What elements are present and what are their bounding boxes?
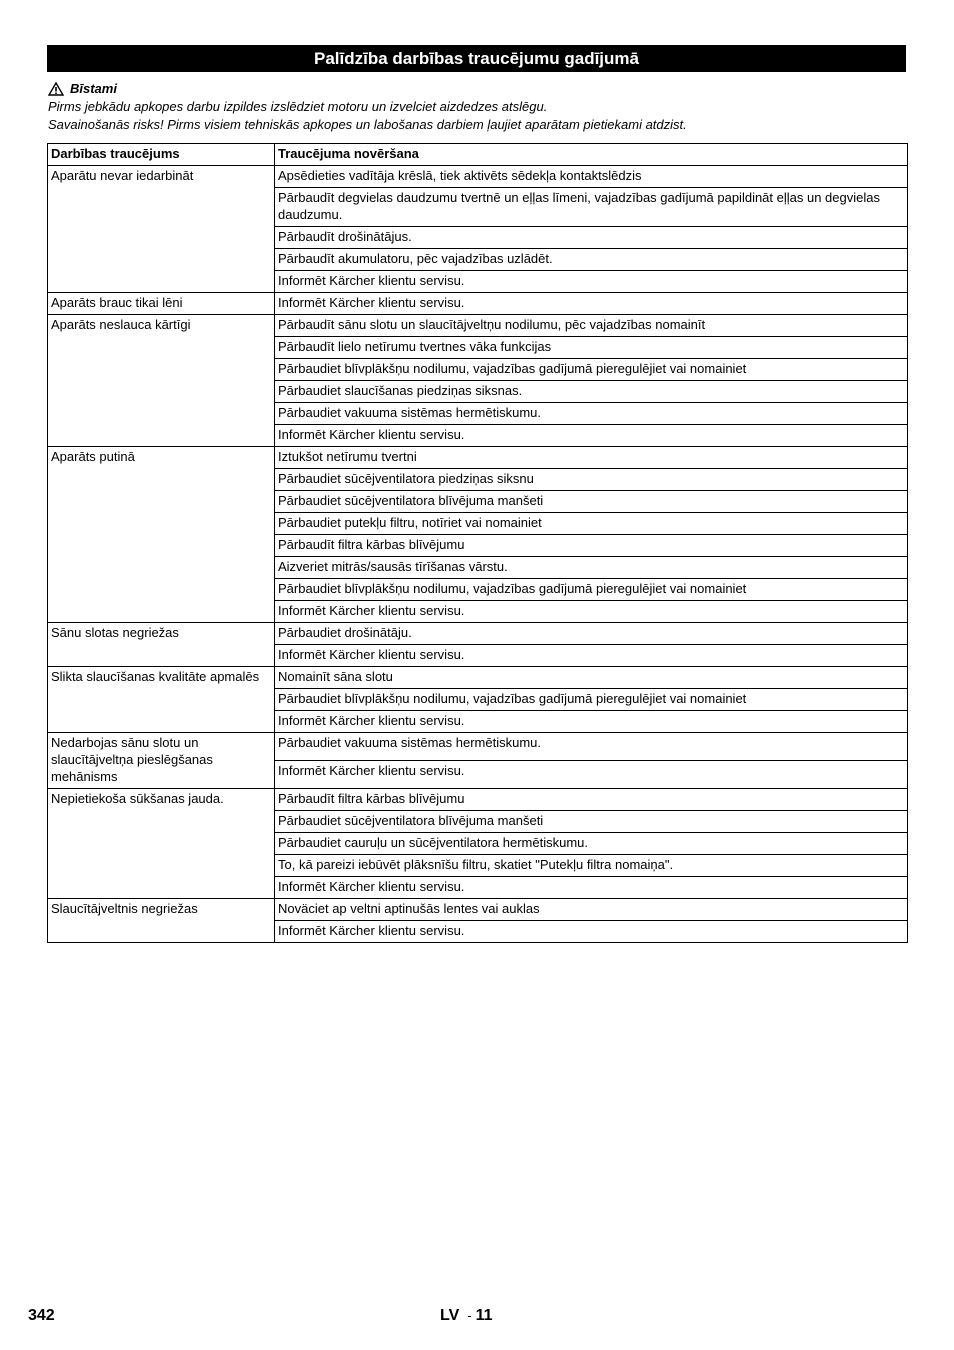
remedy-cell: Pārbaudiet sūcējventilatora blīvējuma manšeti (275, 811, 908, 833)
header-remedy: Traucējuma novēršana (275, 144, 908, 166)
remedy-cell: Pārbaudīt filtra kārbas blīvējumu (275, 535, 908, 557)
fault-cell: Nedarbojas sānu slotu un slaucītājveltņa pieslēgšanas mehānisms (48, 733, 275, 789)
warning-line-1: Pirms jebkādu apkopes darbu izpildes izslēdziet motoru un izvelciet aizdedzes atslēgu. (48, 99, 548, 114)
troubleshooting-table (47, 143, 908, 943)
remedy-cell: Pārbaudiet putekļu filtru, notīriet vai nomainiet (275, 513, 908, 535)
warning-heading: Bīstami (70, 81, 117, 96)
remedy-cell: Aizveriet mitrās/sausās tīrīšanas vārstu. (275, 557, 908, 579)
fault-cell: Aparāts putinā (48, 447, 275, 623)
remedy-cell: Pārbaudiet drošinātāju. (275, 623, 908, 645)
table-body (48, 166, 908, 943)
remedy-cell: Informēt Kärcher klientu servisu. (275, 293, 908, 315)
remedy-cell: Informēt Kärcher klientu servisu. (275, 601, 908, 623)
remedy-cell: Pārbaudiet sūcējventilatora piedziņas siksnu (275, 469, 908, 491)
table-header-row (48, 144, 908, 166)
page-title: Palīdzība darbības traucējumu gadījumā (47, 45, 906, 72)
remedy-cell: Pārbaudīt sānu slotu un slaucītājveltņu nodilumu, pēc vajadzības nomainīt (275, 315, 908, 337)
remedy-cell: To, kā pareizi iebūvēt plāksnīšu filtru, skatiet "Putekļu filtra nomaiņa". (275, 855, 908, 877)
table-row (48, 447, 908, 469)
fault-cell: Slaucītājveltnis negriežas (48, 899, 275, 943)
remedy-cell: Apsēdieties vadītāja krēslā, tiek aktivēts sēdekļa kontaktslēdzis (275, 166, 908, 188)
remedy-cell: Pārbaudīt degvielas daudzumu tvertnē un eļļas līmeni, vajadzības gadījumā papildināt eļļas un degvielas daudzumu. (275, 188, 908, 227)
warning-triangle-icon (48, 82, 64, 96)
remedy-cell: Informēt Kärcher klientu servisu. (275, 761, 908, 789)
footer-language-page (440, 1307, 493, 1325)
table-row (48, 166, 908, 188)
table-row (48, 789, 908, 811)
table-row (48, 733, 908, 761)
footer-dash: - (467, 1308, 472, 1323)
page-number: 342 (28, 1307, 55, 1324)
warning-heading-row (48, 80, 908, 98)
table-row (48, 315, 908, 337)
remedy-cell: Pārbaudīt lielo netīrumu tvertnes vāka funkcijas (275, 337, 908, 359)
remedy-cell: Pārbaudīt drošinātājus. (275, 227, 908, 249)
table-row (48, 293, 908, 315)
remedy-cell: Pārbaudiet blīvplākšņu nodilumu, vajadzības gadījumā pieregulējiet vai nomainiet (275, 359, 908, 381)
table-row (48, 899, 908, 921)
table-row (48, 667, 908, 689)
remedy-cell: Pārbaudiet sūcējventilatora blīvējuma manšeti (275, 491, 908, 513)
warning-line-2: Savainošanās risks! Pirms visiem tehniskās apkopes un labošanas darbiem ļaujiet aparātam pietiekami atdzist. (48, 117, 687, 132)
fault-cell: Aparāts brauc tikai lēni (48, 293, 275, 315)
remedy-cell: Pārbaudiet slaucīšanas piedziņas siksnas. (275, 381, 908, 403)
footer-language: LV (440, 1307, 460, 1324)
remedy-cell: Informēt Kärcher klientu servisu. (275, 877, 908, 899)
remedy-cell: Pārbaudīt akumulatoru, pēc vajadzības uzlādēt. (275, 249, 908, 271)
remedy-cell: Pārbaudiet vakuuma sistēmas hermētiskumu. (275, 733, 908, 761)
warning-block (48, 80, 908, 134)
remedy-cell: Informēt Kärcher klientu servisu. (275, 711, 908, 733)
remedy-cell: Informēt Kärcher klientu servisu. (275, 921, 908, 943)
remedy-cell: Pārbaudiet cauruļu un sūcējventilatora hermētiskumu. (275, 833, 908, 855)
remedy-cell: Informēt Kärcher klientu servisu. (275, 425, 908, 447)
fault-cell: Aparātu nevar iedarbināt (48, 166, 275, 293)
fault-cell: Sānu slotas negriežas (48, 623, 275, 667)
remedy-cell: Pārbaudiet blīvplākšņu nodilumu, vajadzības gadījumā pieregulējiet vai nomainiet (275, 689, 908, 711)
remedy-cell: Pārbaudiet blīvplākšņu nodilumu, vajadzības gadījumā pieregulējiet vai nomainiet (275, 579, 908, 601)
fault-cell: Slikta slaucīšanas kvalitāte apmalēs (48, 667, 275, 733)
fault-cell: Aparāts neslauca kārtīgi (48, 315, 275, 447)
footer-sub-page: 11 (475, 1307, 493, 1324)
remedy-cell: Iztukšot netīrumu tvertni (275, 447, 908, 469)
remedy-cell: Nomainīt sāna slotu (275, 667, 908, 689)
remedy-cell: Pārbaudiet vakuuma sistēmas hermētiskumu. (275, 403, 908, 425)
remedy-cell: Pārbaudīt filtra kārbas blīvējumu (275, 789, 908, 811)
fault-cell: Nepietiekoša sūkšanas jauda. (48, 789, 275, 899)
remedy-cell: Informēt Kärcher klientu servisu. (275, 645, 908, 667)
table-row (48, 623, 908, 645)
remedy-cell: Informēt Kärcher klientu servisu. (275, 271, 908, 293)
header-fault: Darbības traucējums (48, 144, 275, 166)
remedy-cell: Noväciet ap veltni aptinušās lentes vai auklas (275, 899, 908, 921)
